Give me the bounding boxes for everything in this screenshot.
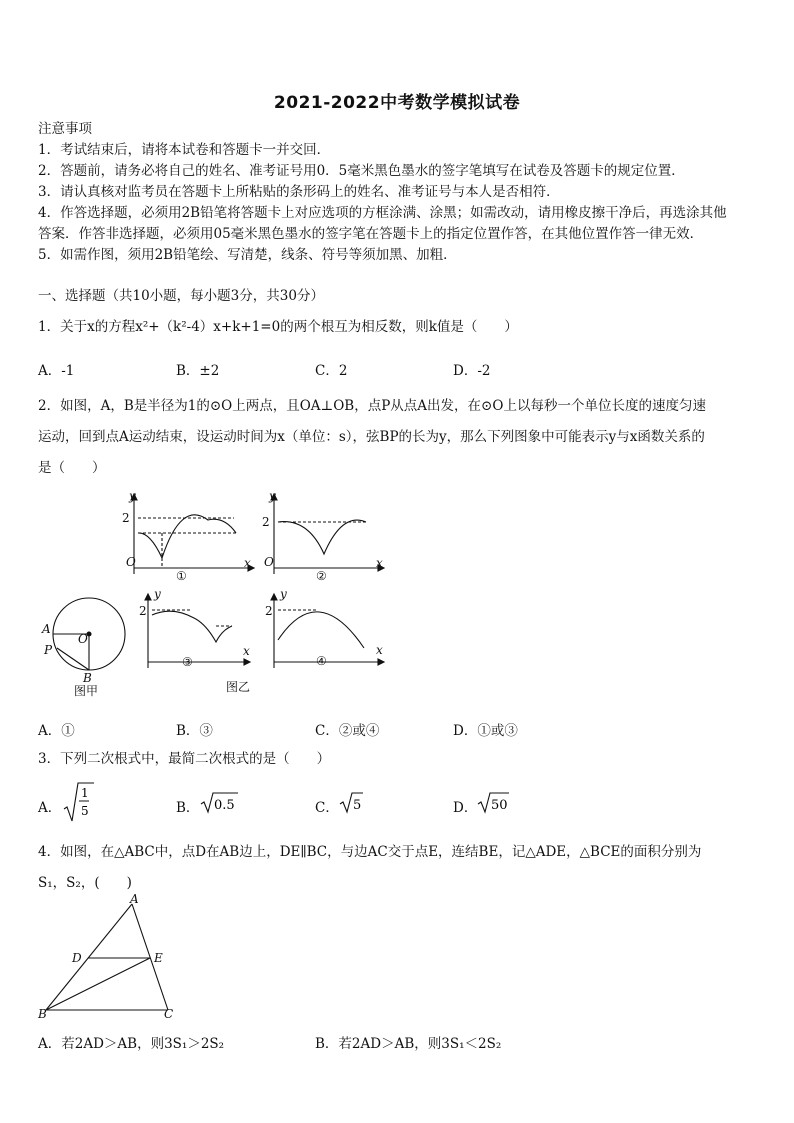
graph-1-y-label: y [129,489,136,503]
notice-item-3: 3．请认真核对监考员在答题卡上所粘贴的条形码上的姓名、准考证号与本人是否相符． [38,184,560,200]
q3-option-b-prefix: B． [176,800,200,816]
q1-stem: 1．关于x的方程x²+（k²-4）x+k+1=0的两个根互为相反数，则k值是（ ） [38,319,518,335]
graph-1-origin-label: O [126,555,136,569]
q3-option-b-radical [200,790,240,816]
circle-label-o: O [78,632,88,646]
q2-option-b: B．③ [176,723,213,739]
graph-4-y-label: y [280,587,287,601]
q2-stem-line-3: 是（ ） [38,460,106,476]
circle-label-p: P [44,643,53,657]
page-title: 2021-2022中考数学模拟试卷 [273,93,521,113]
graph-1-x-label: x [244,556,251,570]
side-ab [46,904,132,1010]
graph-2-label: ② [316,569,327,583]
circle-label-b: B [83,671,92,685]
graph-4-x-label: x [376,643,383,657]
circle-label-a: A [42,622,51,636]
q3-option-d-radical [477,790,511,816]
q1-option-c: C．2 [315,363,348,379]
graph-1 [131,494,254,574]
graph-2-value-label: 2 [262,515,270,529]
q3-option-d-radicand: 50 [491,798,508,813]
q2-figure [36,488,396,703]
q2-stem-line-2: 运动，回到点A运动结束，设运动时间为x（单位：s），弦BP的长为y，那么下列图象中可能表示y与x函数关系的 [38,429,705,445]
vertex-label-b: B [38,1007,47,1021]
graph-4-value-label: 2 [265,604,273,618]
q4-stem-line-2: S₁，S₂，( ) [38,875,132,891]
vertex-label-d: D [72,951,82,965]
q3-option-a-numerator: 1 [81,786,89,800]
graph-2-origin-label: O [264,555,274,569]
graph-1-label: ① [176,569,187,583]
q2-option-c: C．②或④ [315,723,380,739]
q3-option-c-radical [339,790,365,816]
caption-left: 图甲 [74,684,99,698]
graph-2-x-label: x [376,556,383,570]
q3-option-a-prefix: A． [38,800,62,816]
notice-heading: 注意事项 [38,121,92,137]
graph-3-x-label: x [243,644,250,658]
vertex-label-e: E [154,951,163,965]
q3-option-c-prefix: C． [315,800,339,816]
vertex-label-c: C [164,1007,174,1021]
caption-right: 图乙 [226,680,251,694]
q1-option-d: D．-2 [453,363,491,379]
graph-3-y-label: y [154,587,161,601]
q4-option-b: B．若2AD＞AB，则3S₁＜2S₂ [315,1036,502,1052]
q3-option-b-radicand: 0.5 [214,798,235,813]
q1-option-b: B．±2 [176,363,220,379]
graph-2-y-label: y [269,489,276,503]
segment-be [46,958,150,1010]
graph-3-label: ③ [182,655,193,669]
q4-triangle-figure [34,892,184,1022]
q3-option-a-denominator: 5 [81,804,89,818]
q2-option-d: D．①或③ [453,723,518,739]
q3-stem: 3．下列二次根式中，最简二次根式的是（ ） [38,751,331,767]
graph-4-label: ④ [316,654,327,668]
q2-stem-line-1: 2．如图，A，B是半径为1的⊙O上两点，且OA⊥OB，点P从点A出发，在⊙O上以每秒一个单位长度的速度匀速 [38,398,706,414]
notice-item-4: 4．作答选择题，必须用2B铅笔将答题卡上对应选项的方框涂满、涂黑；如需改动，请用橡皮擦干净后，再选涂其他 [38,205,727,221]
q3-option-a-radical [62,779,96,825]
notice-item-5: 5．如需作图，须用2B铅笔绘、写清楚，线条、符号等须加黑、加粗． [38,247,457,263]
graph-4 [271,594,384,668]
q1-option-a: A．-1 [38,363,75,379]
graph-2 [271,494,384,574]
notice-item-4-cont: 答案．作答非选择题，必须用05毫米黑色墨水的签字笔在答题卡上的指定位置作答，在其他位置作答一律无效． [38,226,704,242]
q4-option-a: A．若2AD＞AB，则3S₁＞2S₂ [38,1036,225,1052]
q4-stem-line-1: 4．如图，在△ABC中，点D在AB边上，DE∥BC，与边AC交于点E，连结BE，记△ADE，△BCE的面积分别为 [38,844,702,860]
circle-figure [53,598,125,670]
graph-3-value-label: 2 [139,604,147,618]
graph-1-value-label: 2 [122,511,130,525]
notice-item-2: 2．答题前，请务必将自己的姓名、准考证号用0．5毫米黑色墨水的签字笔填写在试卷及答题卡的规定位置． [38,163,685,179]
q3-option-d-prefix: D． [453,800,478,816]
section-heading: 一、选择题（共10小题，每小题3分，共30分） [38,288,324,304]
q2-option-a: A．① [38,723,75,739]
notice-item-1: 1．考试结束后，请将本试卷和答题卡一并交回． [38,142,331,158]
graph-3 [145,594,250,668]
q3-option-c-radicand: 5 [353,798,362,813]
vertex-label-a: A [130,892,139,906]
